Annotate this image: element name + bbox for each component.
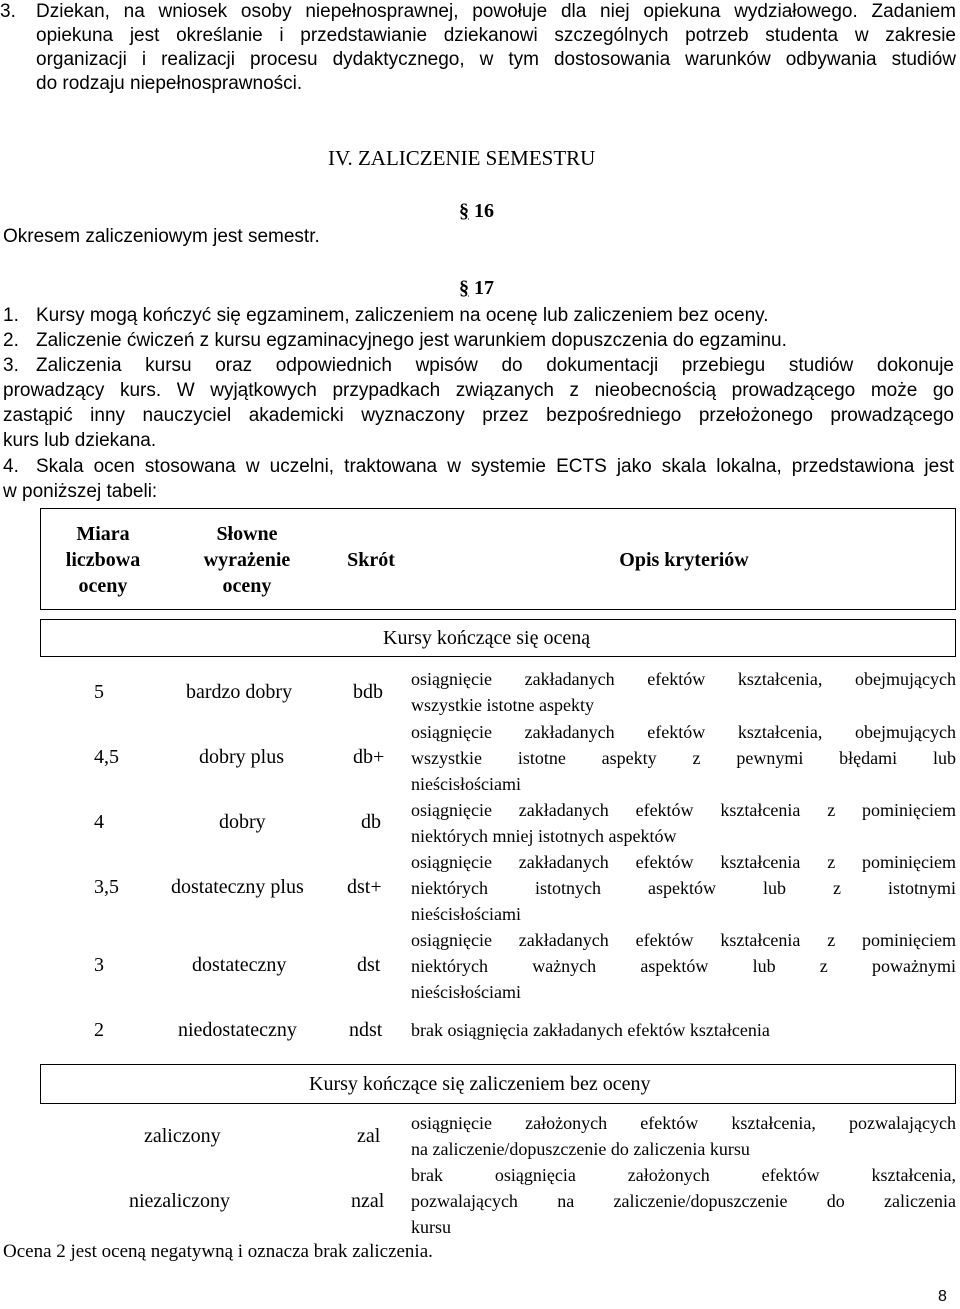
grade-description: [411, 849, 956, 927]
header-criteria: Opis kryteriów: [619, 549, 749, 571]
grade-abbr: dst: [357, 954, 381, 976]
table-header: [40, 508, 956, 610]
header-line: oceny: [222, 575, 272, 597]
page-number: 8: [938, 1288, 947, 1305]
item-line: do rodzaju niepełnosprawności.: [36, 73, 303, 94]
item-line: opiekuna jest określanie i przedstawianie dziekanowi szczególnych potrzeb studenta w zakresie: [36, 25, 956, 46]
paragraph-16-text: Okresem zaliczeniowym jest semestr.: [3, 226, 320, 247]
grade-abbr: db+: [353, 746, 385, 768]
grade-abbr: bdb: [353, 681, 383, 703]
grade-name: dobry plus: [199, 746, 284, 768]
section-pass-title: Kursy kończące się zaliczeniem bez oceny: [309, 1073, 651, 1095]
grade-description: [411, 1110, 956, 1162]
header-line: wyrażenie: [203, 549, 291, 571]
item-number: 3.: [3, 355, 19, 376]
item-number: 4.: [3, 456, 19, 477]
footnote: Ocena 2 jest oceną negatywną i oznacza brak zaliczenia.: [3, 1241, 433, 1262]
item-line: Kursy mogą kończyć się egzaminem, zaliczeniem na ocenę lub zaliczeniem bez oceny.: [36, 305, 769, 326]
description-line: osiągnięcie zakładanych efektów kształcenia z pominięciem: [411, 930, 956, 950]
grade-description: [411, 797, 956, 849]
grade-description: [411, 1017, 956, 1043]
item-number: 3.: [0, 1, 16, 22]
item-line: kurs lub dziekana.: [3, 430, 157, 451]
grade-abbr: ndst: [349, 1019, 383, 1041]
header-line: liczbowa: [65, 549, 141, 571]
grade-value: 4: [94, 811, 104, 833]
paragraph-16-heading: [459, 199, 494, 223]
description-line: wszystkie istotne aspekty z pewnymi błędami lub: [411, 748, 956, 768]
grade-value: 2: [94, 1019, 104, 1041]
description-line: osiągnięcie zakładanych efektów kształcenia, obejmujących: [411, 722, 956, 742]
description-line: nieścisłościami: [411, 904, 521, 924]
section-title: IV. ZALICZENIE SEMESTRU: [328, 146, 596, 170]
description-line: nieścisłościami: [411, 774, 521, 794]
description-line: niektórych ważnych aspektów lub z poważnymi: [411, 956, 956, 976]
grade-description: [411, 719, 956, 797]
grade-value: 4,5: [94, 746, 119, 768]
grade-name: dobry: [219, 811, 266, 833]
item-number: 1.: [3, 305, 19, 326]
grade-abbr: db: [361, 811, 381, 833]
grade-description: [411, 927, 956, 1005]
item-line: Dziekan, na wniosek osoby niepełnosprawnej, powołuje dla niej opiekuna wydziałowego. Zadaniem: [36, 1, 956, 22]
grade-value: 3,5: [94, 876, 119, 898]
grade-name: dostateczny plus: [171, 876, 304, 898]
description-line: brak osiągnięcia zakładanych efektów kształcenia: [411, 1020, 770, 1040]
header-verbal: [184, 521, 310, 599]
item-line: Skala ocen stosowana w uczelni, traktowana w systemie ECTS jako skala lokalna, przedstawiona jest: [36, 456, 954, 477]
item-line: zastąpić inny nauczyciel akademicki wyznaczony przez bezpośredniego przełożonego prowadzącego: [3, 405, 954, 426]
grade-name: zaliczony: [144, 1125, 221, 1147]
description-line: osiągnięcie założonych efektów kształcenia, pozwalających: [411, 1113, 956, 1133]
paragraph-number: 17: [474, 277, 494, 299]
description-line: nieścisłościami: [411, 982, 521, 1002]
grade-abbr: dst+: [347, 876, 382, 898]
grade-abbr: zal: [357, 1125, 381, 1147]
grade-value: 5: [94, 681, 104, 703]
paragraph-17-heading: [459, 276, 494, 300]
description-line: na zaliczenie/dopuszczenie do zaliczenia kursu: [411, 1139, 750, 1159]
header-line: Miara: [76, 523, 130, 545]
section-graded-title: Kursy kończące się oceną: [383, 627, 591, 649]
paragraph-sign: §: [459, 277, 469, 299]
paragraph-sign: §: [459, 200, 469, 222]
grade-name: bardzo dobry: [186, 681, 293, 703]
grade-abbr: nzal: [351, 1190, 385, 1212]
description-line: pozwalających na zaliczenie/dopuszczenie do zaliczenia: [411, 1191, 956, 1211]
grade-name: niezaliczony: [129, 1190, 231, 1212]
item-line: Zaliczenie ćwiczeń z kursu egzaminacyjnego jest warunkiem dopuszczenia do egzaminu.: [36, 330, 787, 351]
header-line: oceny: [78, 575, 128, 597]
grade-value: 3: [94, 954, 104, 976]
item-line: organizacji i realizacji procesu dydaktycznego, w tym dostosowania warunków odbywania studiów: [36, 49, 956, 70]
item-line: Zaliczenia kursu oraz odpowiednich wpisów do dokumentacji przebiegu studiów dokonuje: [36, 355, 954, 376]
description-line: kursu: [411, 1217, 451, 1237]
grade-name: niedostateczny: [178, 1019, 297, 1041]
description-line: osiągnięcie zakładanych efektów kształcenia, obejmujących: [411, 669, 956, 689]
grade-description: [411, 666, 956, 718]
description-line: wszystkie istotne aspekty: [411, 695, 594, 715]
header-measure: [44, 521, 162, 599]
grade-description: [411, 1162, 956, 1240]
item-line: prowadzący kurs. W wyjątkowych przypadkach związanych z nieobecnością prowadzącego może go: [3, 380, 954, 401]
item-number: 2.: [3, 330, 19, 351]
header-abbr: Skrót: [347, 549, 395, 571]
description-line: osiągnięcie zakładanych efektów kształcenia z pominięciem: [411, 800, 956, 820]
item-line: w poniższej tabeli:: [3, 481, 158, 502]
paragraph-number: 16: [474, 200, 494, 222]
description-line: brak osiągnięcia założonych efektów kształcenia,: [411, 1165, 956, 1185]
description-line: niektórych mniej istotnych aspektów: [411, 826, 677, 846]
description-line: niektórych istotnych aspektów lub z istotnymi: [411, 878, 956, 898]
grade-name: dostateczny: [192, 954, 287, 976]
header-line: Słowne: [216, 523, 278, 545]
description-line: osiągnięcie zakładanych efektów kształcenia z pominięciem: [411, 852, 956, 872]
